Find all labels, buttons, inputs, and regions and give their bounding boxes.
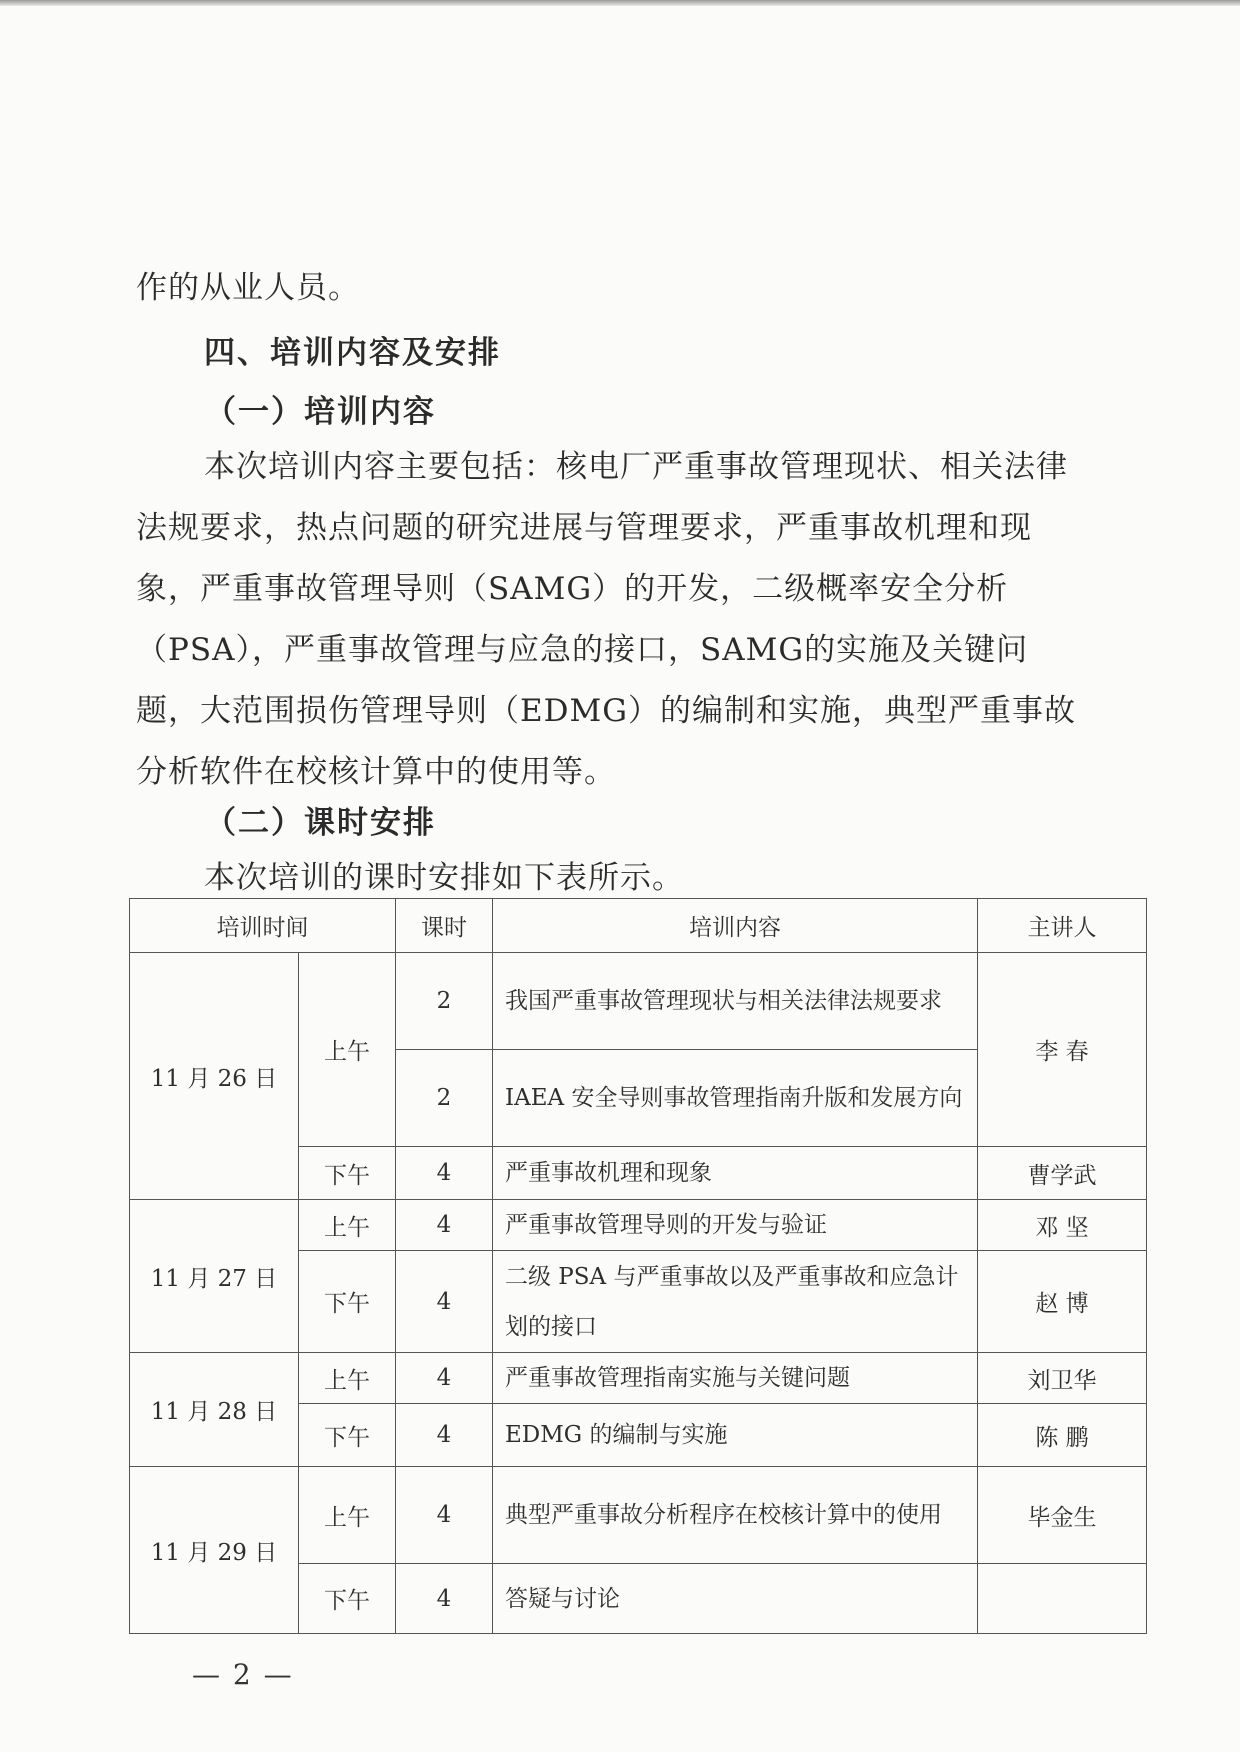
hours-cell: 4 [396,1251,493,1353]
subsection-heading-schedule: （二）课时安排 [205,805,436,841]
hours-cell: 4 [396,1564,493,1634]
speaker-cell: 陈 鹏 [978,1404,1147,1467]
table-header-row [130,899,1147,953]
header-hours: 课时 [396,899,493,953]
period-cell: 上午 [299,953,396,1147]
hours-cell: 4 [396,1353,493,1404]
speaker-cell: 刘卫华 [978,1353,1147,1404]
content-cell: EDMG 的编制与实施 [493,1404,978,1467]
period-cell: 下午 [299,1564,396,1634]
period-cell: 上午 [299,1200,396,1251]
period-cell: 下午 [299,1147,396,1200]
hours-cell: 2 [396,1050,493,1147]
content-cell: 严重事故管理指南实施与关键问题 [493,1353,978,1404]
date-cell: 11 月 26 日 [130,953,299,1200]
table-row [130,1467,1147,1564]
period-cell: 上午 [299,1353,396,1404]
content-cell: 严重事故机理和现象 [493,1147,978,1200]
content-cell: 我国严重事故管理现状与相关法律法规要求 [493,953,978,1050]
date-cell: 11 月 29 日 [130,1467,299,1634]
training-content-paragraph: 本次培训内容主要包括：核电厂严重事故管理现状、相关法律法规要求，热点问题的研究进展与管理要求，严重事故机理和现象，严重事故管理导则（SAMG）的开发，二级概率安全分析（PSA），严重事故管理与应急的接口，SAMG的实施及关键问题，大范围损伤管理导则（EDMG）的编制和实施，典型严重事故分析软件在校核计算中的使用等。 [136,449,1076,790]
speaker-cell: 赵 博 [978,1251,1147,1353]
speaker-cell: 李 春 [978,953,1147,1147]
header-time: 培训时间 [130,899,396,953]
header-content: 培训内容 [493,899,978,953]
table-row [130,1200,1147,1251]
content-cell: 严重事故管理导则的开发与验证 [493,1200,978,1251]
hours-cell: 4 [396,1200,493,1251]
speaker-cell [978,1564,1147,1634]
speaker-cell: 毕金生 [978,1467,1147,1564]
scan-edge [0,0,1240,6]
table-row [130,953,1147,1050]
intro-tail-text: 作的从业人员。 [136,270,360,306]
speaker-cell: 曹学武 [978,1147,1147,1200]
speaker-cell: 邓 坚 [978,1200,1147,1251]
content-cell: 典型严重事故分析程序在校核计算中的使用 [493,1467,978,1564]
content-cell: 二级 PSA 与严重事故以及严重事故和应急计划的接口 [493,1251,978,1353]
page-number: — 2 — [192,1658,294,1691]
hours-cell: 4 [396,1147,493,1200]
schedule-intro-paragraph: 本次培训的课时安排如下表所示。 [204,860,684,896]
hours-cell: 2 [396,953,493,1050]
period-cell: 下午 [299,1404,396,1467]
header-speaker: 主讲人 [978,899,1147,953]
date-cell: 11 月 27 日 [130,1200,299,1353]
subsection-heading-content: （一）培训内容 [205,394,436,430]
date-cell: 11 月 28 日 [130,1353,299,1467]
section-heading: 四、培训内容及安排 [204,335,501,371]
content-cell: 答疑与讨论 [493,1564,978,1634]
period-cell: 下午 [299,1251,396,1353]
period-cell: 上午 [299,1467,396,1564]
schedule-table [129,898,1147,1634]
content-cell: IAEA 安全导则事故管理指南升版和发展方向 [493,1050,978,1147]
hours-cell: 4 [396,1467,493,1564]
hours-cell: 4 [396,1404,493,1467]
table-row [130,1353,1147,1404]
